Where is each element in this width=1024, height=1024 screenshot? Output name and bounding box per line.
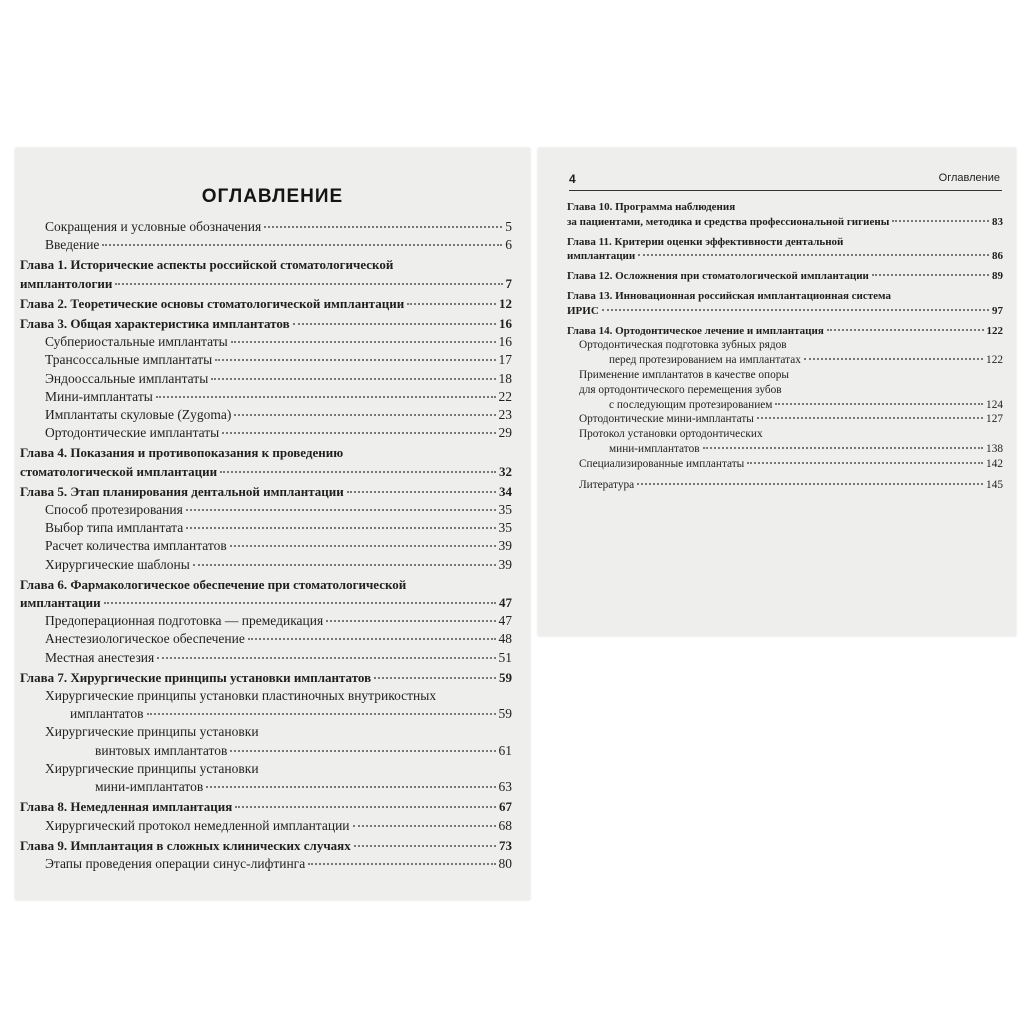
toc-title: ОГЛАВЛЕНИЕ (201, 186, 344, 207)
toc-entry-text: Литература (579, 478, 635, 491)
running-title: Оглавление (938, 172, 1000, 184)
toc-line (45, 537, 512, 555)
toc-line (45, 236, 512, 254)
toc-entry-text: Трансоссальные имплантаты (45, 352, 213, 368)
toc-line (20, 594, 512, 612)
toc-entry-text: Глава 7. Хирургические принципы установки имплантатов (20, 669, 372, 685)
toc-chapter (567, 200, 1003, 230)
dot-leader (211, 378, 495, 380)
toc-line (45, 612, 512, 630)
dot-leader (206, 786, 495, 788)
toc-line (567, 269, 1003, 284)
toc-page-number: 23 (498, 407, 512, 423)
toc-page-number: 61 (498, 742, 512, 758)
dot-leader (235, 806, 496, 808)
toc-entry-text: Субпериостальные имплантаты (45, 334, 228, 350)
toc-entry-text: Имплантаты скуловые (Zygoma) (45, 407, 232, 423)
toc-line (45, 424, 512, 442)
toc-entry-text: Хирургические шаблоны (45, 556, 190, 572)
dot-leader (602, 309, 989, 311)
toc-entry-text: мини-имплантатов (609, 442, 700, 455)
toc-entry (20, 388, 512, 406)
dot-leader (354, 845, 496, 847)
toc-chapter (567, 289, 1003, 319)
toc-line (567, 324, 1003, 339)
toc-entry-text: Глава 6. Фармакологическое обеспечение при стоматологической (20, 576, 407, 592)
toc-entry-text: Хирургический протокол немедленной имплантации (45, 817, 350, 833)
toc-entry-text: имплантологии (20, 275, 113, 291)
toc-entry-text: Глава 4. Показания и противопоказания к проведению (20, 445, 344, 461)
toc-entry-text: Глава 10. Программа наблюдения (567, 201, 736, 213)
toc-entry (20, 218, 512, 236)
toc-line (45, 351, 512, 369)
toc-entry (567, 478, 1003, 493)
toc-entry-text: Выбор типа имплантата (45, 520, 184, 536)
toc-entry (20, 333, 512, 351)
toc-chapter (567, 269, 1003, 284)
toc-entry-text: мини-имплантатов (95, 779, 204, 795)
toc-page-number: 138 (986, 442, 1003, 455)
toc-entry-text: Эндооссальные имплантаты (45, 370, 209, 386)
toc-page-number: 16 (498, 334, 512, 350)
dot-leader (186, 509, 496, 511)
dot-leader (230, 750, 495, 752)
toc-page-number: 51 (498, 649, 512, 665)
toc-page-number: 59 (498, 706, 512, 722)
toc-line (45, 649, 512, 667)
toc-line (567, 215, 1003, 230)
toc-page-number: 97 (992, 304, 1003, 317)
toc-entry-text: Глава 12. Осложнения при стоматологической имплантации (567, 270, 869, 283)
toc-entry-text: Способ протезирования (45, 502, 183, 518)
dot-leader (637, 483, 983, 485)
toc-entry (20, 760, 512, 796)
toc-entry-text: Ортодонтические имплантаты (45, 425, 220, 441)
toc-entry (20, 370, 512, 388)
toc-entry-text: стоматологической имплантации (20, 463, 218, 479)
toc-entry (567, 338, 1003, 368)
toc-line (579, 398, 1003, 413)
dot-leader (374, 677, 496, 679)
toc-entry (20, 817, 512, 835)
toc-chapter (20, 837, 512, 855)
dot-leader (872, 274, 989, 276)
toc-entry (20, 649, 512, 667)
toc-line (45, 855, 512, 873)
dot-leader (193, 564, 496, 566)
toc-page-number: 39 (498, 556, 512, 572)
toc-chapter (20, 669, 512, 687)
toc-entry-text: Применение имплантатов в качестве опоры (579, 368, 789, 381)
toc-entry (567, 427, 1003, 457)
toc-entry (20, 406, 512, 424)
toc-entry-text: для ортодонтического перемещения зубов (579, 383, 782, 396)
toc-line (45, 705, 512, 723)
toc-entry-text: Расчет количества имплантатов (45, 538, 227, 554)
toc-page-number: 7 (505, 275, 512, 291)
dot-leader (827, 329, 984, 331)
toc-page-number: 48 (498, 631, 512, 647)
toc-page-number: 34 (499, 483, 512, 499)
toc-page-number: 17 (498, 352, 512, 368)
dot-leader (104, 602, 496, 604)
dot-leader (157, 657, 495, 659)
dot-leader (220, 471, 496, 473)
toc-line (579, 412, 1003, 427)
toc-line (567, 249, 1003, 264)
toc-chapter (20, 256, 512, 292)
toc-entry-text: перед протезированием на имплантатах (609, 354, 801, 367)
toc-page-number: 32 (499, 463, 512, 479)
toc-entry-text: Хирургические принципы установки пластиночных внутрикостных (45, 688, 437, 704)
toc-page-number: 6 (505, 237, 512, 253)
left-page (15, 148, 530, 900)
toc-page-number: 142 (986, 457, 1003, 470)
toc-chapter (20, 444, 512, 480)
toc-line (45, 556, 512, 574)
toc-entry (567, 412, 1003, 427)
toc-entry-text: Местная анестезия (45, 649, 155, 665)
toc-entry-text: Глава 11. Критерии оценки эффективности дентальной (567, 235, 844, 248)
toc-entry-text: Предоперационная подготовка — премедикация (45, 613, 324, 629)
dot-leader (186, 527, 495, 529)
toc-page-number: 47 (498, 613, 512, 629)
toc-entry (20, 723, 512, 759)
dot-leader (248, 638, 496, 640)
toc-entry-text: имплантации (567, 250, 636, 263)
toc-entry-text: Глава 8. Немедленная имплантация (20, 799, 233, 815)
toc-line (45, 519, 512, 537)
toc-entry-text: имплантации (20, 595, 101, 611)
right-page (538, 148, 1016, 636)
toc-list-right (567, 200, 1003, 492)
dot-leader (308, 863, 495, 865)
toc-line (20, 483, 512, 501)
dot-leader (892, 220, 989, 222)
toc-entry (20, 424, 512, 442)
toc-page-number: 127 (986, 413, 1003, 426)
toc-entry-text: Глава 9. Имплантация в сложных клинических случаях (20, 837, 351, 853)
dot-leader (775, 403, 983, 405)
toc-entry-text: Хирургические принципы установки (45, 760, 259, 776)
toc-line (20, 798, 512, 816)
toc-line (45, 817, 512, 835)
header-rule (569, 190, 1002, 191)
dot-leader (757, 417, 983, 419)
toc-entry-text: Глава 13. Инновационная российская имплантационная система (567, 289, 891, 302)
toc-page-number: 145 (986, 478, 1003, 491)
toc-entry-text: Ортодонтическая подготовка зубных рядов (579, 339, 787, 352)
toc-entry (20, 630, 512, 648)
toc-page-number: 29 (498, 425, 512, 441)
dot-leader (326, 620, 495, 622)
toc-entry-text: Специализированные имплантаты (579, 457, 745, 470)
toc-page-number: 35 (498, 502, 512, 518)
page-number: 4 (569, 172, 576, 186)
dot-leader (102, 244, 502, 246)
toc-chapter (567, 324, 1003, 339)
toc-entry (567, 457, 1003, 472)
toc-entry (20, 855, 512, 873)
toc-entry (567, 368, 1003, 412)
toc-page-number: 83 (992, 215, 1003, 228)
toc-entry-text: Хирургические принципы установки (45, 724, 259, 740)
toc-entry-text: ИРИС (567, 304, 599, 317)
toc-page-number: 124 (986, 398, 1003, 411)
dot-leader (215, 359, 495, 361)
dot-leader (231, 341, 496, 343)
toc-entry (20, 687, 512, 723)
dot-leader (638, 254, 989, 256)
toc-line (45, 501, 512, 519)
toc-entry-text: Сокращения и условные обозначения (45, 219, 262, 234)
dot-leader (804, 358, 983, 360)
toc-line (579, 457, 1003, 472)
toc-entry (20, 501, 512, 519)
toc-line (45, 370, 512, 388)
dot-leader (147, 713, 496, 715)
toc-entry-text: Глава 2. Теоретические основы стоматологической имплантации (20, 295, 405, 311)
toc-entry-text: Глава 14. Ортодонтическое лечение и имплантация (567, 324, 824, 337)
toc-line (579, 442, 1003, 457)
toc-line (579, 353, 1003, 368)
dot-leader (703, 447, 983, 449)
toc-chapter (20, 295, 512, 313)
toc-entry (20, 612, 512, 630)
toc-entry-text: имплантатов (70, 706, 144, 722)
toc-page-number: 12 (499, 295, 512, 311)
toc-chapter (567, 235, 1003, 265)
toc-chapter (20, 483, 512, 501)
toc-page-number: 89 (992, 270, 1003, 283)
toc-page-number: 22 (498, 388, 512, 404)
toc-line (45, 333, 512, 351)
toc-page-number: 122 (986, 354, 1003, 367)
toc-page-number: 80 (498, 855, 512, 871)
dot-leader (407, 303, 496, 305)
toc-line (45, 406, 512, 424)
toc-entry-text: винтовых имплантатов (95, 742, 228, 758)
dot-leader (115, 283, 502, 285)
toc-entry-text: Ортодонтические мини-имплантаты (579, 413, 754, 426)
toc-page-number: 59 (499, 669, 512, 685)
toc-entry-text: за пациентами, методика и средства профессиональной гигиены (567, 215, 890, 228)
toc-page-number: 35 (498, 520, 512, 536)
toc-entry-text: Введение (45, 237, 100, 253)
dot-leader (293, 323, 496, 325)
toc-entry (20, 351, 512, 369)
dot-leader (264, 226, 502, 228)
toc-entry (20, 519, 512, 537)
toc-chapter (20, 576, 512, 612)
toc-line (45, 742, 512, 760)
toc-entry-text: Мини-имплантаты (45, 388, 153, 404)
toc-entry-text: Этапы проведения операции синус-лифтинга (45, 855, 306, 871)
toc-page-number: 5 (505, 219, 512, 234)
toc-page-number: 68 (498, 817, 512, 833)
toc-page-number: 18 (498, 370, 512, 386)
toc-page-number: 86 (992, 250, 1003, 263)
toc-line (45, 388, 512, 406)
toc-page-number: 63 (498, 779, 512, 795)
toc-page-number: 47 (499, 595, 512, 611)
toc-entry (20, 556, 512, 574)
dot-leader (230, 545, 496, 547)
toc-line (579, 478, 1003, 493)
toc-page-number: 73 (499, 837, 512, 853)
toc-entry (20, 236, 512, 254)
dot-leader (156, 396, 496, 398)
toc-entry-text: Протокол установки ортодонтических (579, 428, 763, 441)
toc-entry-text: Анестезиологическое обеспечение (45, 631, 245, 647)
dot-leader (222, 432, 495, 434)
toc-chapter (20, 315, 512, 333)
toc-line (20, 463, 512, 481)
dot-leader (353, 825, 496, 827)
toc-entry-text: Глава 1. Исторические аспекты российской стоматологической (20, 257, 394, 273)
toc-entry-text: Глава 3. Общая характеристика имплантатов (20, 316, 290, 332)
toc-line (20, 315, 512, 333)
toc-line (45, 778, 512, 796)
toc-line (45, 218, 512, 236)
toc-list-left (20, 218, 512, 873)
toc-page-number: 39 (498, 538, 512, 554)
toc-line (45, 630, 512, 648)
dot-leader (747, 462, 983, 464)
toc-entry-text: с последующим протезированием (609, 398, 773, 411)
toc-page-number: 16 (499, 316, 512, 332)
toc-line (20, 669, 512, 687)
toc-line (567, 304, 1003, 319)
toc-entry-text: Глава 5. Этап планирования дентальной имплантации (20, 483, 344, 499)
toc-line (20, 295, 512, 313)
toc-page-number: 67 (499, 799, 512, 815)
toc-line (20, 275, 512, 293)
toc-line (20, 837, 512, 855)
dot-leader (234, 414, 495, 416)
dot-leader (347, 491, 496, 493)
toc-chapter (20, 798, 512, 816)
toc-page-number: 122 (986, 324, 1003, 337)
toc-entry (20, 537, 512, 555)
